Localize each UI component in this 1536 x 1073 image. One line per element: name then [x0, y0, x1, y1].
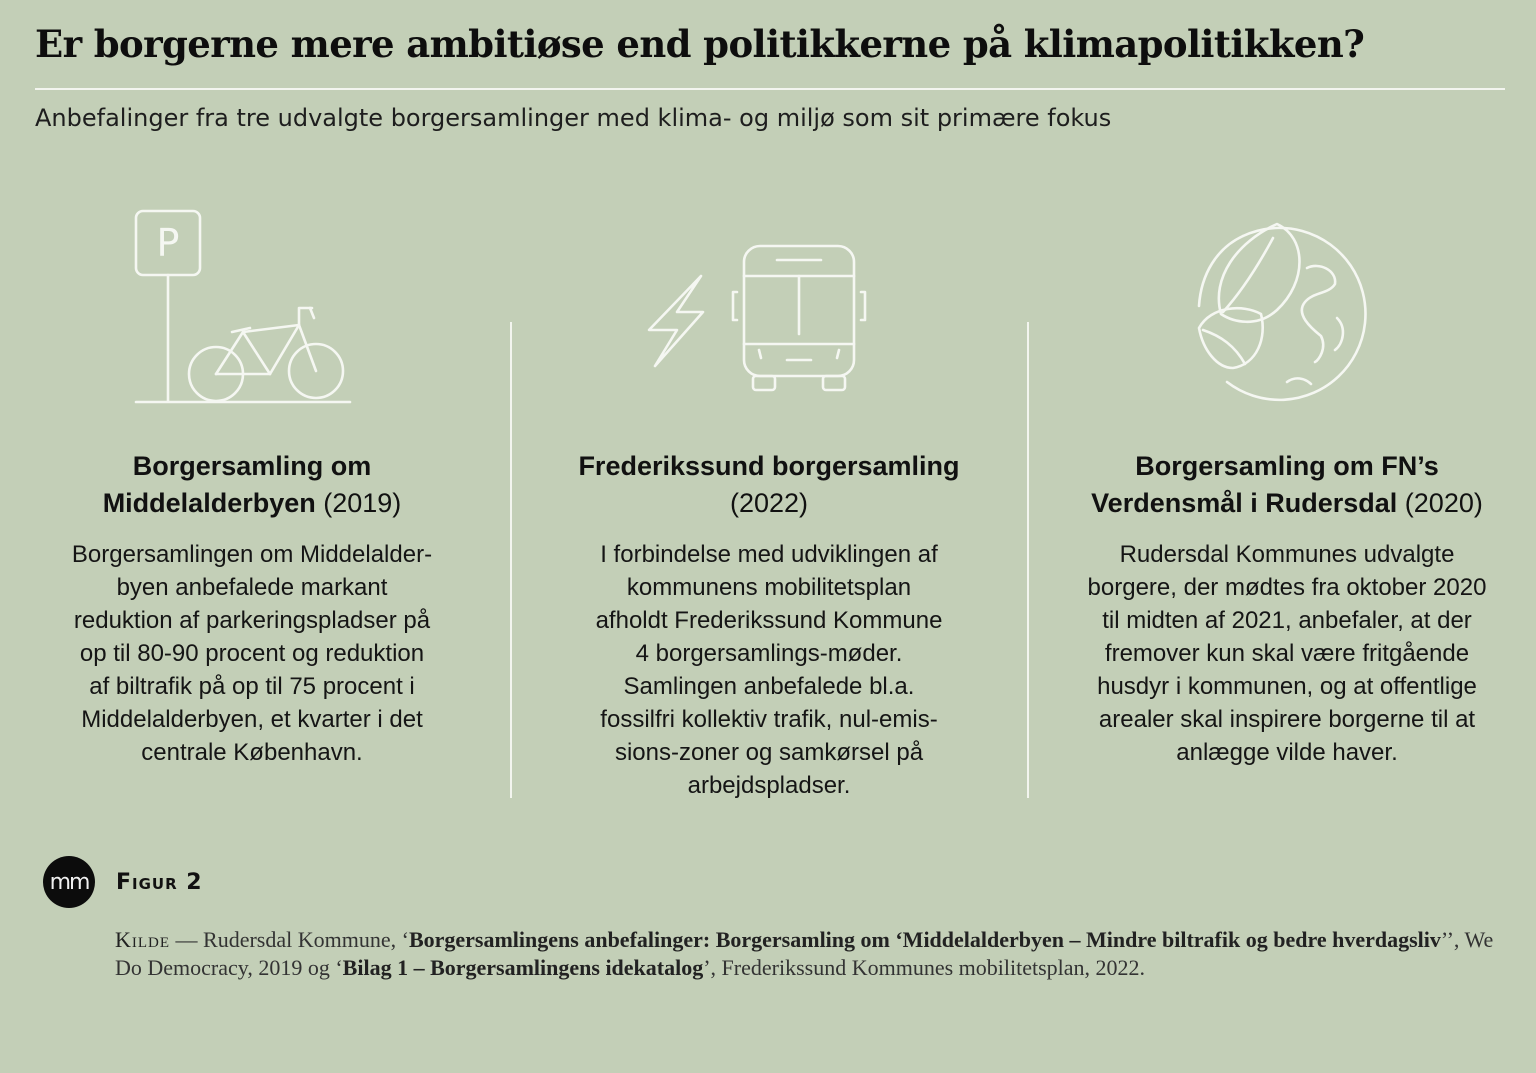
- page-title: Er borgerne mere ambitiøse end politikkerne på klimapolitikken?: [35, 22, 1365, 66]
- column-heading: Frederikssund borgersamling (2022): [578, 451, 960, 518]
- source-label: Kilde: [115, 927, 171, 952]
- lightning-bus-icon: [647, 242, 877, 392]
- column-divider-1: [510, 322, 512, 798]
- column-body: Rudersdal Kommunes udvalgte borgere, der mødtes fra oktober 2020 til midten af 2021, anbefaler, at der fremover kun skal være fritgående husdyr i kommunen, og at offentlige arealer skal inspirere borgerne til at anlægge vilde haver.: [1087, 541, 1487, 766]
- column-divider-2: [1027, 322, 1029, 798]
- parking-bicycle-icon: [132, 208, 357, 408]
- column-body: I forbindelse med udviklingen af kommunens mobilitetsplan afholdt Frederikssund Kommune 4 borgersamlings-møder. Samlingen anbefalede bl.a. fossilfri kollektiv trafik, nul-emis- sions-zoner og samkørsel på arbejdspladser.: [595, 541, 943, 799]
- figure-label: Figur 2: [116, 870, 203, 895]
- column-heading: Borgersamling om Middelalderbyen (2019): [102, 451, 402, 518]
- title-divider: [35, 88, 1505, 90]
- source-note: Kilde — Rudersdal Kommune, ‘Borgersamlingens anbefalinger: Borgersamling om ‘Middelalderbyen – Mindre biltrafik og bedre hverdagsliv’’, We Do Democracy, 2019 og ‘Bilag 1 – Borgersamlingens idekatalog’, Frederikssund Kommunes mobilitetsplan, 2022.: [115, 927, 1494, 980]
- parking-letter: P: [156, 221, 180, 265]
- column-body: Borgersamlingen om Middelalder- byen anbefalede markant reduktion af parkeringspladser på op til 80-90 procent og reduktion af biltrafik på op til 75 procent i Middelalderbyen, et kvarter i det centrale København.: [71, 541, 433, 766]
- column-heading: Borgersamling om FN’s Verdensmål i Rudersdal (2020): [1091, 451, 1483, 518]
- globe-leaf-icon: [1187, 218, 1377, 408]
- publisher-logo: mm: [43, 856, 95, 908]
- page-subtitle: Anbefalinger fra tre udvalgte borgersamlinger med klima- og miljø som sit primære fokus: [35, 104, 1112, 132]
